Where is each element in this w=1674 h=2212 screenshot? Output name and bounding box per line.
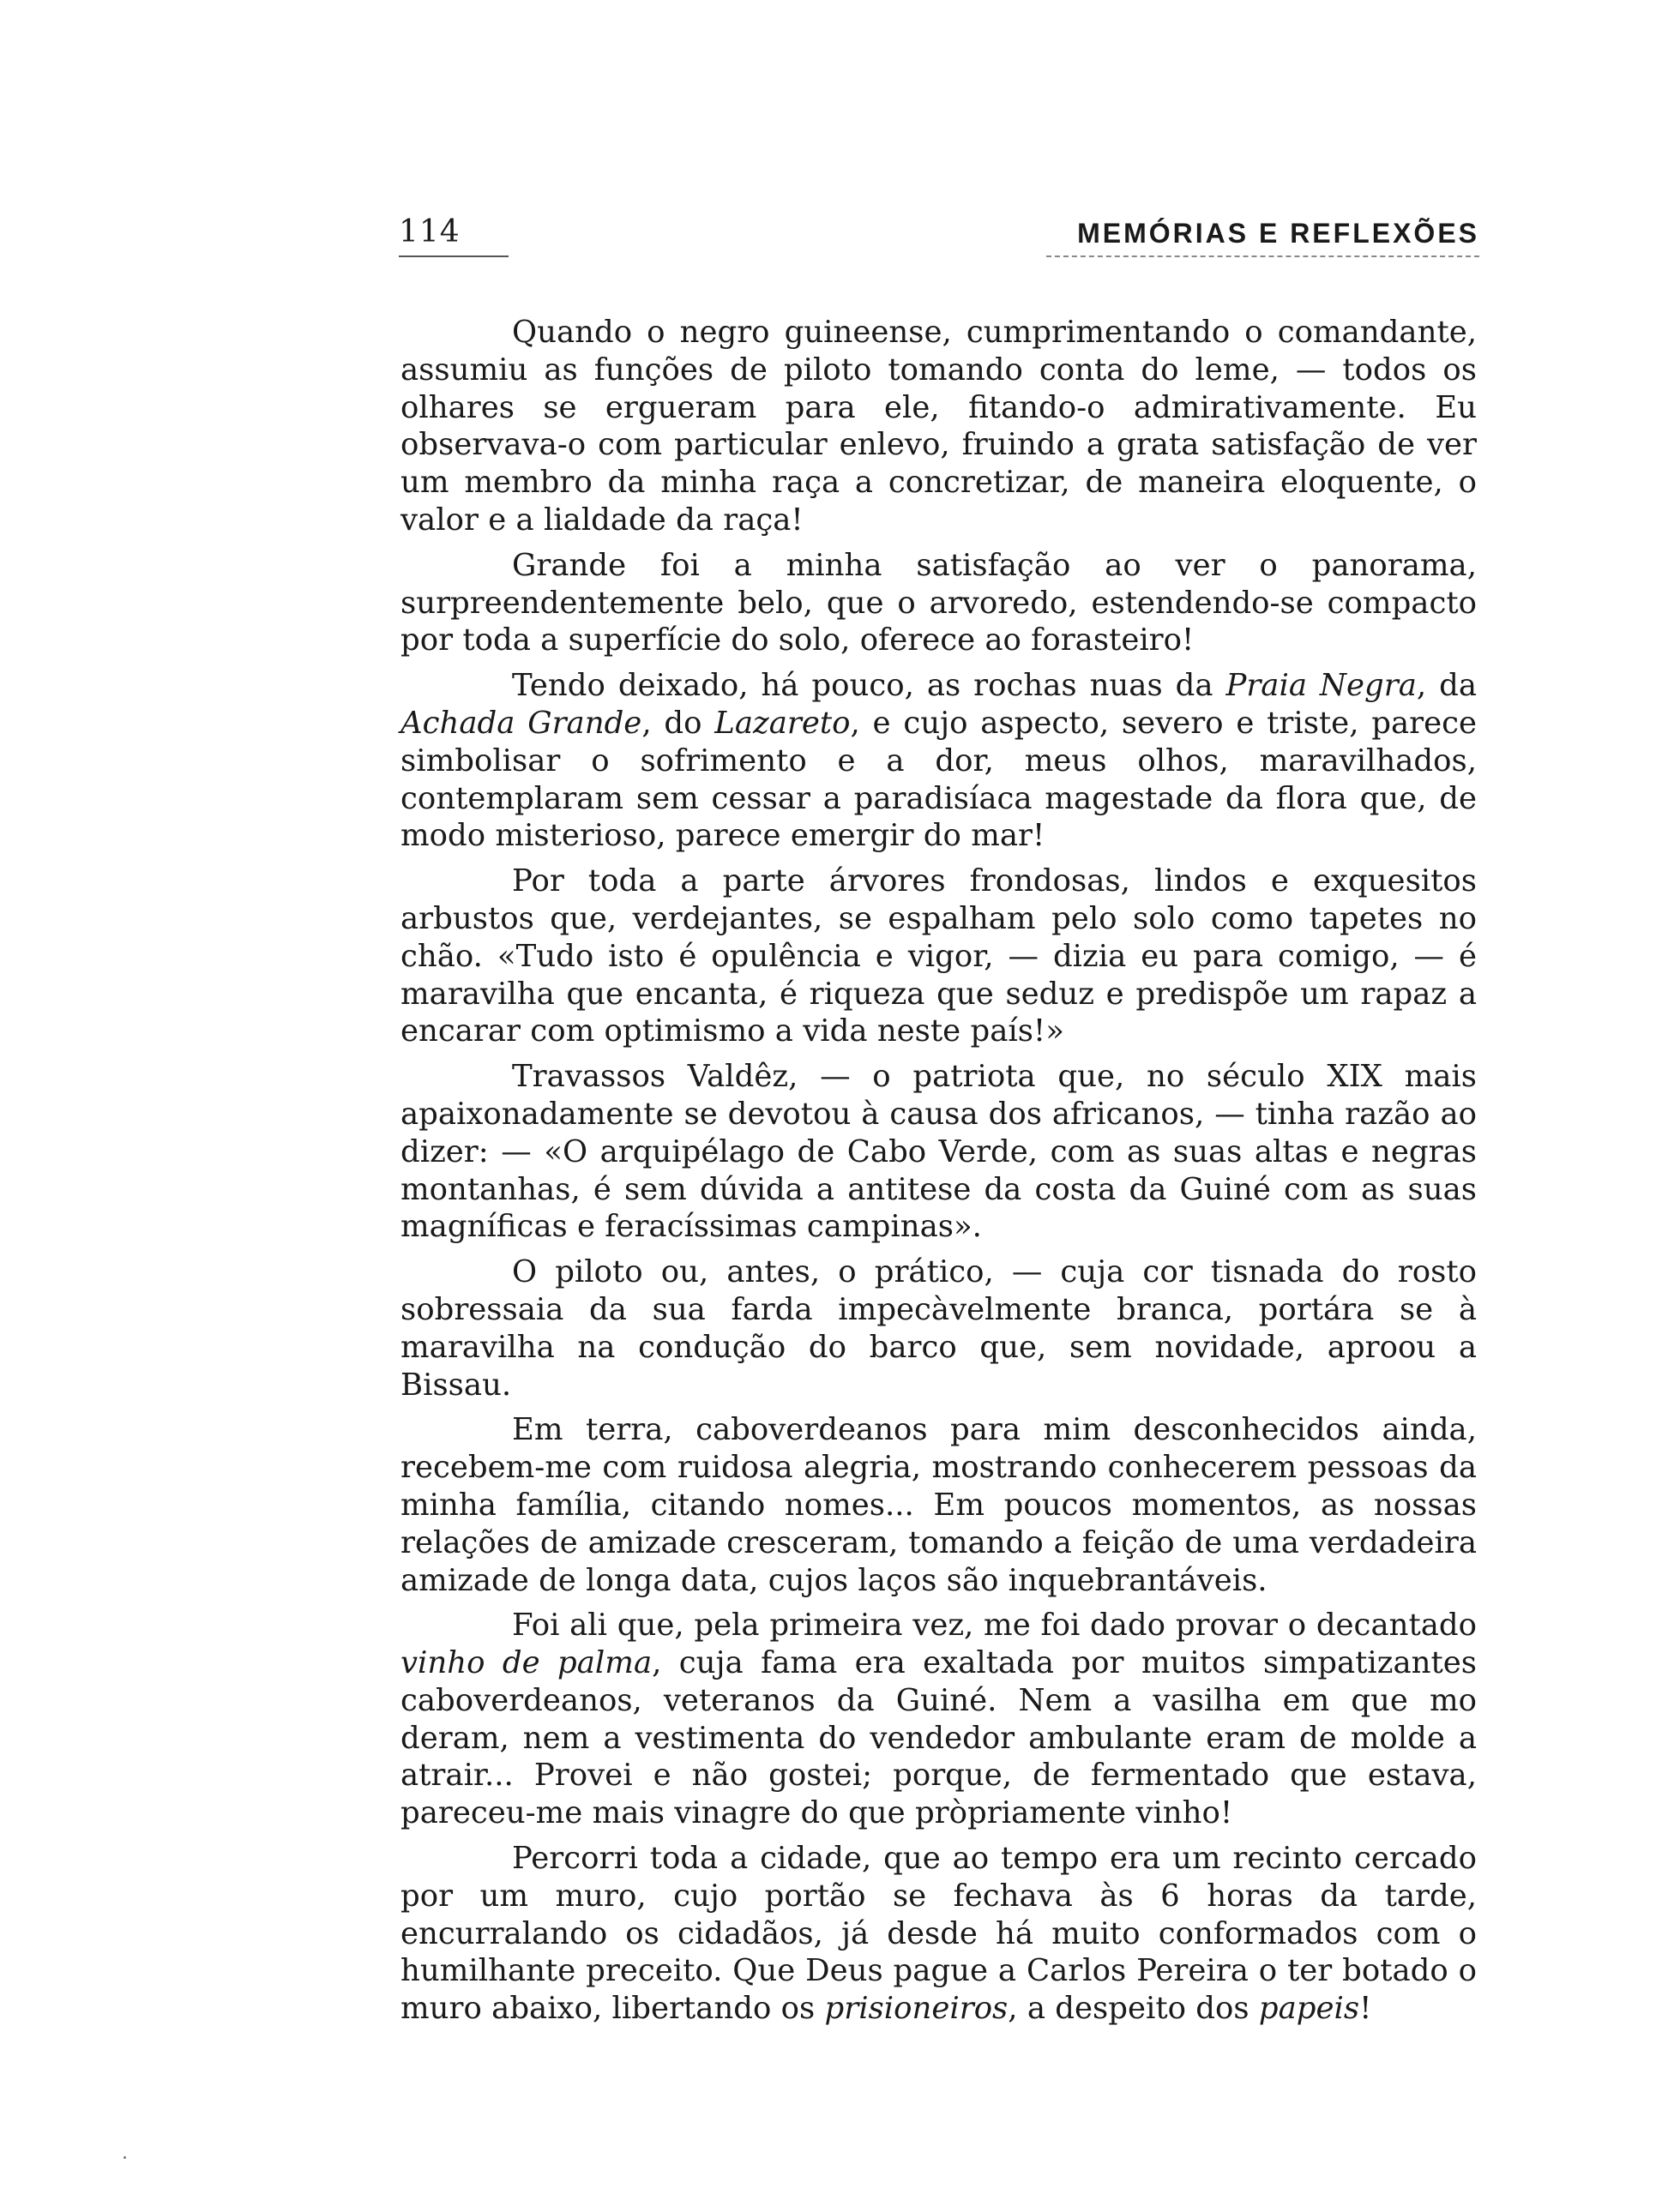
paragraph — [400, 314, 1477, 539]
emphasis-italic: prisioneiros — [824, 1991, 1009, 2027]
paragraph-text: O piloto ou, antes, o prático, — cuja cor tisnada do rosto sobressaia da sua farda impecàvelmente branca, portára se à maravilha na condução do barco que, sem novidade, aproou a Bissau. — [400, 1254, 1477, 1403]
scan-speck — [123, 2156, 126, 2159]
paragraph — [400, 547, 1477, 659]
paragraph — [400, 1253, 1477, 1404]
paragraph-text: , do — [641, 705, 715, 741]
paragraph-text: Grande foi a minha satisfação ao ver o panorama, surpreendentemente belo, que o arvoredo, estendendo-se compacto por toda a superfície do solo, oferece ao forasteiro! — [400, 547, 1477, 658]
page-number-rule — [399, 255, 509, 257]
paragraph — [400, 1411, 1477, 1599]
page-header — [399, 214, 1479, 266]
paragraph-text: Quando o negro guineense, cumprimentando o comandante, assumiu as funções de piloto tomando conta do leme, — todos os olhares se ergueram para ele, fitando-o admirativamente. Eu observava-o com particular enlevo, fruindo a grata satisfação de ver um membro da minha raça a concretizar, de maneira eloquente, o valor e a lialdade da raça! — [400, 315, 1477, 538]
paragraph-text: , da — [1416, 668, 1477, 704]
paragraph-text: Foi ali que, pela primeira vez, me foi dado provar o decantado — [512, 1608, 1477, 1644]
emphasis-italic: papeis — [1258, 1991, 1360, 2027]
paragraph-text: , cuja fama era exaltada por muitos simpatizantes caboverdeanos, veteranos da Guiné. Nem a vasilha em que mo deram, nem a vestimenta do vendedor ambulante eram de molde a atrair... Provei e não gostei; porque, de fermentado que estava, pareceu-me mais vinagre do que pròpriamente vinho! — [400, 1645, 1477, 1831]
paragraph-text: , e cujo aspecto, severo e triste, parece simbolisar o sofrimento e a dor, meus olhos, maravilhados, contemplaram sem cessar a paradisíaca magestade da flora que, de modo misterioso, parece emergir do mar! — [400, 705, 1478, 854]
place-name-italic: Achada Grande — [400, 705, 642, 741]
paragraph — [400, 1058, 1477, 1246]
paragraph-text: ! — [1359, 1991, 1372, 2027]
paragraph-text: , a despeito dos — [1008, 1991, 1259, 2027]
emphasis-italic: vinho de palma — [400, 1645, 653, 1681]
paragraph — [400, 863, 1477, 1050]
paragraph — [400, 1607, 1477, 1832]
paragraph — [400, 1840, 1477, 2028]
body-text — [400, 314, 1477, 2035]
paragraph-text: Travassos Valdêz, — o patriota que, no século XIX mais apaixonadamente se devotou à causa dos africanos, — tinha razão ao dizer: — «O arquipélago de Cabo Verde, com as suas altas e negras montanhas, é sem dúvida a antitese da costa da Guiné com as suas magníficas e feracíssimas campinas». — [400, 1059, 1477, 1245]
page-number: 114 — [399, 214, 461, 249]
paragraph-text: Percorri toda a cidade, que ao tempo era um recinto cercado por um muro, cujo portão se fechava às 6 horas da tarde, encurralando os cidadãos, já desde há muito conformados com o humilhante preceito. Que Deus pague a Carlos Pereira o ter botado o muro abaixo, libertando os — [400, 1841, 1477, 2027]
paragraph-text: Por toda a parte árvores frondosas, lindos e exquesitos arbustos que, verdejantes, se espalham pelo solo como tapetes no chão. «Tudo isto é opulência e vigor, — dizia eu para comigo, — é maravilha que encanta, é riqueza que seduz e predispõe um rapaz a encarar com optimismo a vida neste país!» — [400, 863, 1477, 1049]
paragraph-text: Tendo deixado, há pouco, as rochas nuas da — [512, 668, 1226, 704]
running-head-rule — [1046, 255, 1479, 257]
place-name-italic: Praia Negra — [1225, 668, 1417, 704]
paragraph-text: Em terra, caboverdeanos para mim desconhecidos ainda, recebem-me com ruidosa alegria, mostrando conhecerem pessoas da minha família, citando nomes... Em poucos momentos, as nossas relações de amizade cresceram, tomando a feição de uma verdadeira amizade de longa data, cujos laços são inquebrantáveis. — [400, 1412, 1477, 1598]
paragraph — [400, 667, 1477, 855]
place-name-italic: Lazareto — [714, 705, 851, 741]
running-head: MEMÓRIAS E REFLEXÕES — [1077, 218, 1479, 249]
